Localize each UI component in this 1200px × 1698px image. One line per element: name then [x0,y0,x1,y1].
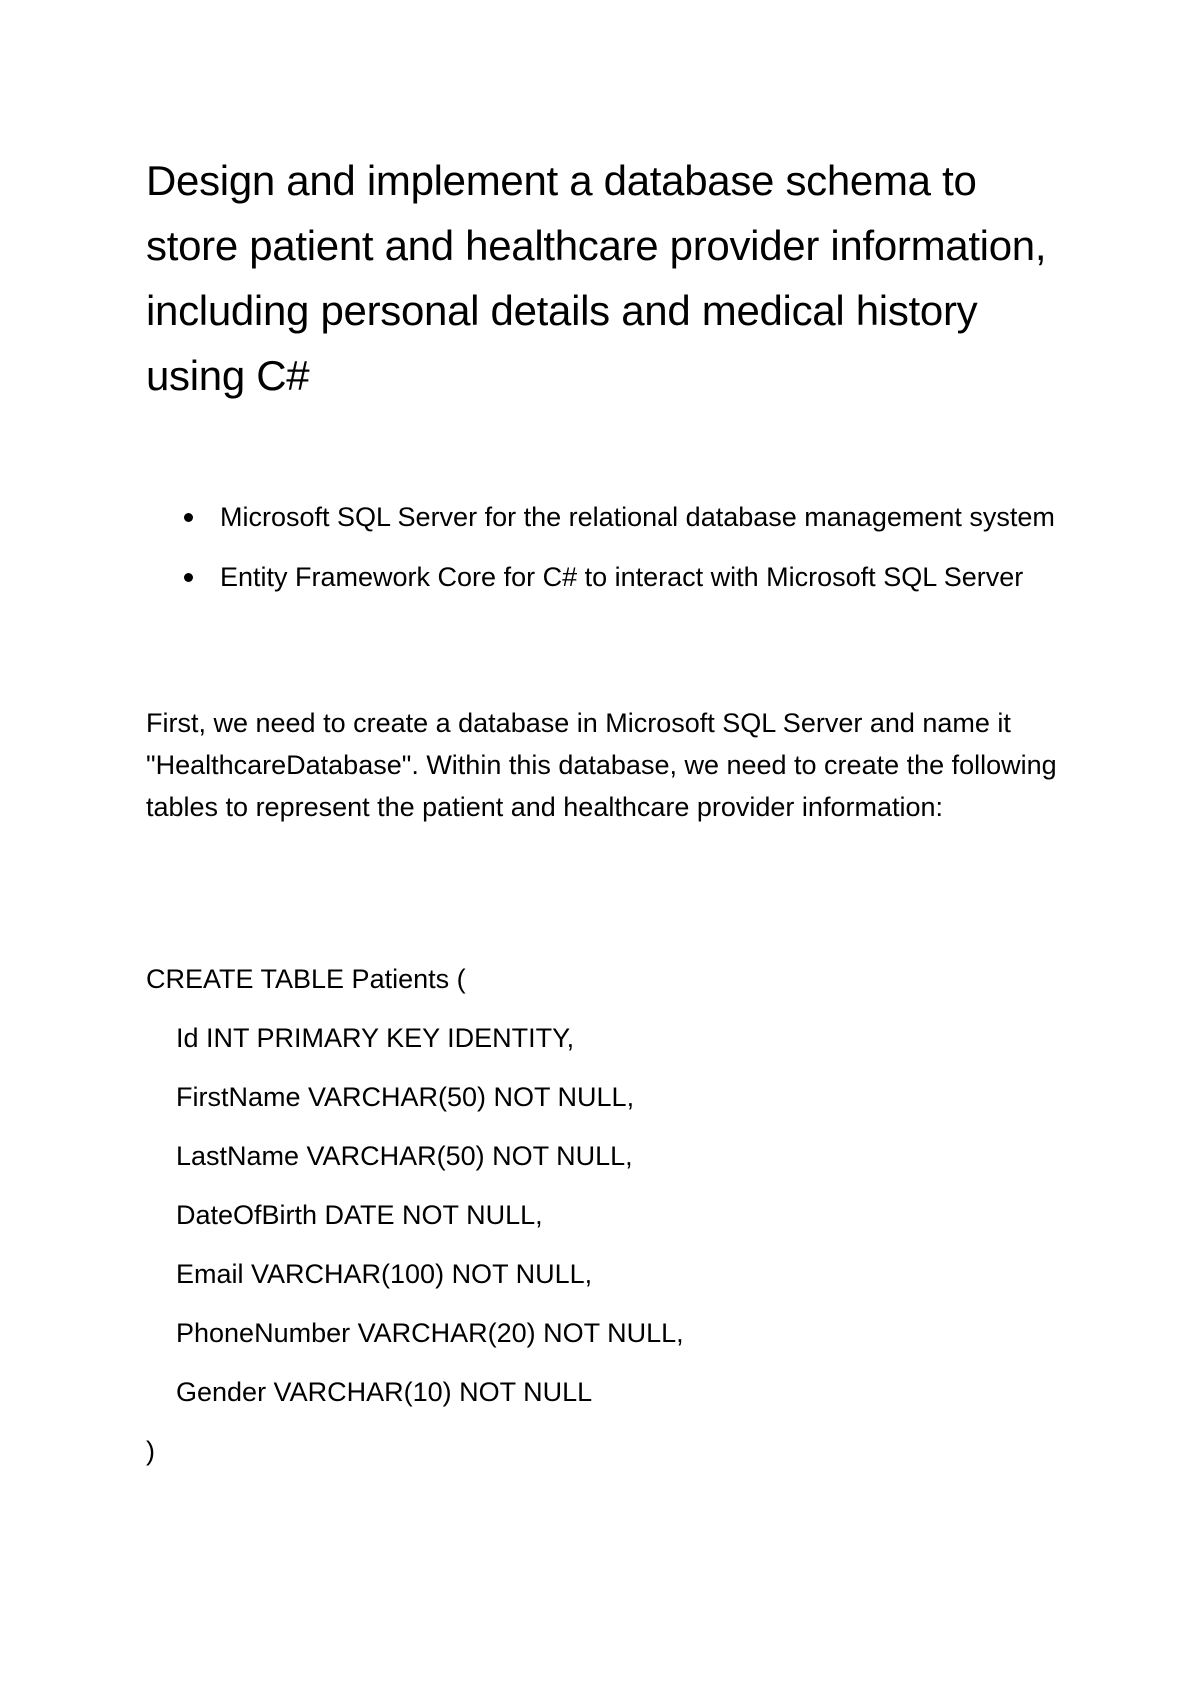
sql-code-block [146,950,1086,1481]
list-item [146,556,1086,598]
code-line: CREATE TABLE Patients ( [146,964,466,994]
list-item-text: Entity Framework Core for C# to interact with Microsoft SQL Server [220,562,1024,592]
bullet-icon [184,573,193,582]
intro-paragraph: First, we need to create a database in Microsoft SQL Server and name it "HealthcareDatabase". Within this database, we need to create the following tables to represent the patient and healthcare provider information: [146,708,1057,822]
list-item [146,496,1086,538]
code-line: Id INT PRIMARY KEY IDENTITY, [176,1023,575,1053]
list-item-text: Microsoft SQL Server for the relational database management system [220,502,1055,532]
bullet-icon [184,513,193,522]
code-line: Gender VARCHAR(10) NOT NULL [176,1377,593,1407]
code-line: LastName VARCHAR(50) NOT NULL, [176,1141,633,1171]
code-line: FirstName VARCHAR(50) NOT NULL, [176,1082,635,1112]
code-line: ) [146,1436,155,1466]
document-title: Design and implement a database schema to store patient and healthcare provider information, including personal details and medical history using C# [146,157,1047,399]
code-line: DateOfBirth DATE NOT NULL, [176,1200,543,1230]
code-line: PhoneNumber VARCHAR(20) NOT NULL, [176,1318,684,1348]
requirements-list [146,496,1086,616]
code-line: Email VARCHAR(100) NOT NULL, [176,1259,593,1289]
